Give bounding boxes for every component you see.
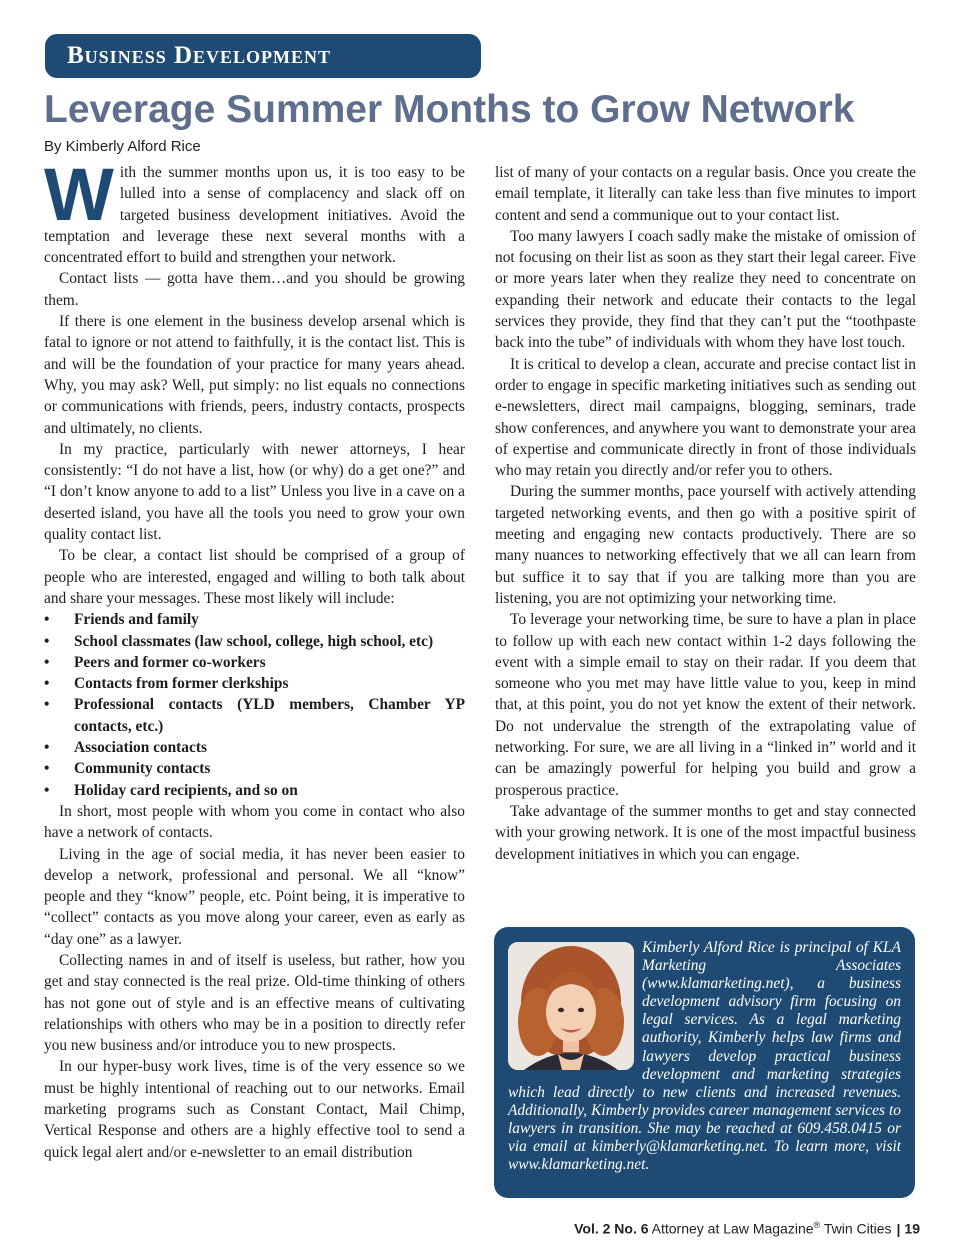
drop-cap: W [44,153,114,236]
paragraph: To be clear, a contact list should be comprised of a group of people who are interested, engaged and willing to both talk about and share your messages. These most likely will include: [44,547,465,607]
list-item: • Contacts from former clerkships [44,673,465,694]
article-byline: By Kimberly Alford Rice [44,138,201,155]
paragraph: In short, most people with whom you come in contact who also have a network of contacts. [44,802,465,842]
author-portrait-icon [508,942,634,1070]
author-photo [508,942,634,1070]
paragraph: To leverage your networking time, be sure to have a plan in place to follow up with each new contact within 1-2 days following the event with a simple email to stay on their radar. If you deem that someone who you met may have little value to you, keep in mind that, at this point, you do not yet know the extent of their network. Do not undervalue the strength of the extrapolating value of networking. For sure, we are all living in a “linked in” world and it can be amazingly powerful for helping you build and grow a prosperous practice. [495,611,916,799]
list-item: • School classmates (law school, college, high school, etc) [44,631,465,652]
paragraph: Living in the age of social media, it has never been easier to develop a network, professional and personal. We all “know” people and they “know” people, etc. Point being, it is imperative to “collect” contacts as you move along your career, even as early as “day one” as a lawyer. [44,845,465,948]
list-item: • Association contacts [44,737,465,758]
author-bio-text: Kimberly Alford Rice is principal of KLA Marketing Associates (www.klamarketing.net), a business development advisory firm focusing on legal services. As a legal marketing authority, Kimberly helps law firms and lawyers develop practical business development and marketing strategies which lead directly to new clients and increased revenues. Additionally, Kimberly provides career management services to lawyers in transition. She may be reached at 609.458.0415 or via email at kimberly@klamarketing.net. To learn more, visit www.klamarketing.net. [508,939,901,1174]
paragraph: list of many of your contacts on a regular basis. Once you create the email template, it literally can take less than five minutes to import content and send a communique out to your contact list. [495,164,916,224]
section-label: Business Development [45,34,481,78]
issue-number: Vol. 2 No. 6 [574,1220,649,1237]
list-item: • Friends and family [44,609,465,630]
article-column-right [495,162,916,865]
registered-mark: ® [813,1220,821,1230]
paragraph: Too many lawyers I coach sadly make the mistake of omission of not focusing on their list as soon as they start their legal career. Five or more years later when they realize they need to concentrate on expanding their network and educate their contacts to the legal services they provide, they find that they can’t put the “toothpaste back into the tube” of individuals with whom they have lost touch. [495,227,916,352]
paragraph: Collecting names in and of itself is useless, but rather, how you get and stay connected is the real prize. Old-time thinking of others has not gone out of style and is an effective means of cultivating relationships with others who may be in a position to directly refer you new business and/or introduce you to new prospects. [44,951,465,1055]
contact-list-bullets [44,609,465,801]
paragraph: During the summer months, pace yourself with actively attending targeted networking events, and then go with a positive spirit of meeting and engaging new contacts productively. There are so many nuances to networking effectively that we all can learn from but suffice it to say that if you are talking more than you are listening, you are not optimizing your networking time. [495,483,916,607]
list-item: • Holiday card recipients, and so on [44,780,465,801]
paragraph: It is critical to develop a clean, accurate and precise contact list in order to engage in specific marketing initiatives such as sending out e-newsletters, direct mail campaigns, blogging, seminars, trade show conferences, and anywhere you want to demonstrate your area of expertise and communicate directly in front of those individuals who may retain you directly and/or refer you to others. [495,355,916,480]
paragraph-text: ith the summer months upon us, it is too easy to be lulled into a sense of complacency and slack off on targeted business development initiatives. Avoid the temptation and leverage these next several months with a concentrated effort to build and strengthen your network. [44,164,465,267]
paragraph: Take advantage of the summer months to get and stay connected with your growing network. It is one of the most impactful business development initiatives in which you can engage. [495,802,916,863]
magazine-edition: Twin Cities [823,1220,892,1237]
list-item: • Community contacts [44,758,465,779]
paragraph [44,153,465,268]
magazine-name: Attorney at Law Magazine [651,1220,814,1237]
paragraph: Contact lists — gotta have them…and you should be growing them. [44,270,465,309]
paragraph: If there is one element in the business develop arsenal which is fatal to ignore or not attend to faithfully, it is the contact list. This is and will be the foundation of your practice for many years ahead. Why, you may ask? Well, put simply: no list equals no connections or communications with friends, peers, industry contacts, prospects and ultimately, no clients. [44,313,465,437]
article-title: Leverage Summer Months to Grow Network [44,88,855,131]
footer-divider: | [896,1220,901,1237]
list-item: • Peers and former co-workers [44,652,465,673]
article-column-left [44,153,465,1163]
paragraph: In our hyper-busy work lives, time is of the very essence so we must be highly intentional of reaching out to our networks. Email marketing programs such as Constant Contact, Mail Chimp, Vertical Response and others are a highly effective tool to send a quick legal alert and/or e-newsletter to an email distribution [44,1058,465,1161]
page-footer [574,1220,920,1237]
paragraph: In my practice, particularly with newer attorneys, I hear consistently: “I do not have a list, how (or why) do a get one?” and “I don’t know anyone to add to a list” Unless you live in a cave on a deserted island, you have all the tools you need to grow your own quality contact list. [44,440,465,544]
author-bio-box [494,927,915,1198]
list-item: • Professional contacts (YLD members, Chamber YP contacts, etc.) [44,694,465,737]
page-number: 19 [904,1220,920,1237]
